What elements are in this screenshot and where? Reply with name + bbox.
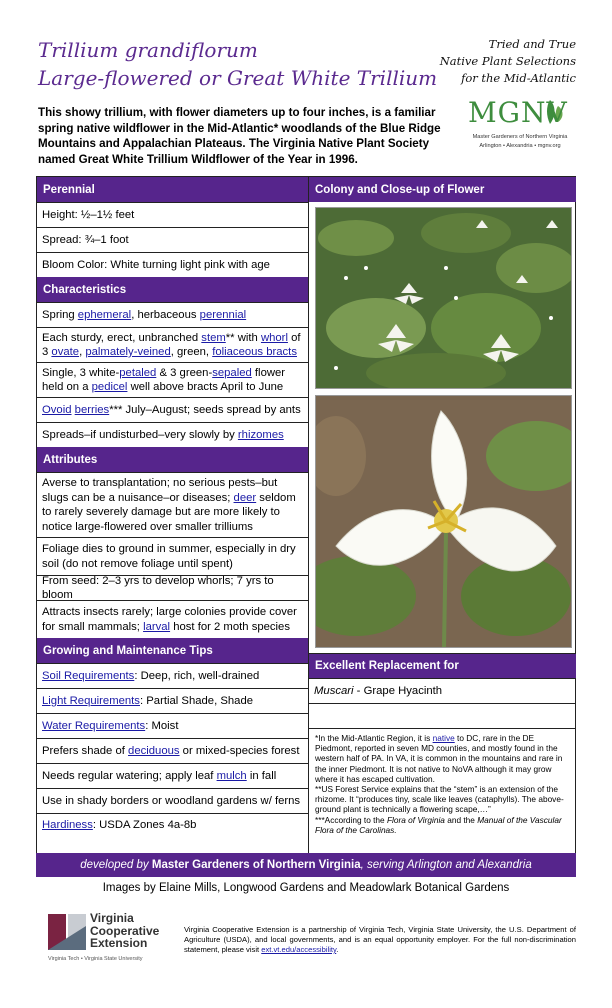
list-item: Attracts insects rarely; large colonies provide cover for small mammals; larval host for 2 moth species	[37, 600, 308, 638]
ovate-link[interactable]: ovate	[51, 346, 80, 358]
replacement-genus: Muscari	[314, 684, 354, 697]
pedicel-link[interactable]: pedicel	[91, 381, 128, 393]
intro-paragraph: This showy trillium, with flower diameters up to four inches, is a familiar spring native wildflower in the Mid-Atlantic* woodlands of the Blue Ridge Mountains and Appalachian Plateaus. The Virginia Native Plant Society named Great White Trillium Wildflower of the Year in 1996.	[38, 106, 441, 166]
berries-link[interactable]: berries	[74, 403, 110, 416]
perennial-link[interactable]: perennial	[199, 308, 247, 321]
accessibility-link[interactable]: ext.vt.edu/accessibility	[261, 945, 337, 954]
footnote-3: ***According to the Flora of Virginia and the Manual of the Vascular Flora of the Carolinas.	[315, 814, 562, 835]
spread-row: Spread: ¾–1 foot	[37, 227, 308, 252]
trillium-colony-drawing	[316, 208, 571, 388]
list-item: Each sturdy, erect, unbranched stem** with whorl of 3 ovate, palmately-veined, green, foliaceous bracts	[37, 327, 308, 362]
whorl-link[interactable]: whorl	[260, 331, 288, 344]
characteristics-header: Characteristics	[37, 277, 308, 302]
list-item: Foliage dies to ground in summer, especially in dry soil (do not remove foliage until spent)	[37, 537, 308, 575]
common-name: Large-flowered or Great White Trillium	[38, 66, 438, 90]
mgnv-logo-line2: Arlington • Alexandria • mgnv.org	[479, 143, 561, 149]
trillium-colony-photo	[315, 207, 572, 389]
footnote-2: **US Forest Service explains that the “stem” is an extension of the rhizome. It “produces tiny, scale like leaves (cataphylls). The above-ground plant is technically a flowering scape,…”	[315, 784, 564, 815]
tagline-line-2: Native Plant Selections	[439, 54, 576, 68]
replacement-row: Muscari - Grape Hyacinth	[309, 678, 576, 703]
mulch-link[interactable]: mulch	[216, 769, 247, 782]
growing-header: Growing and Maintenance Tips	[37, 638, 308, 663]
list-item: Single, 3 white-petaled & 3 green-sepaled flower held on a pedicel well above bracts April to June	[37, 362, 308, 397]
image-credits: Images by Elaine Mills, Longwood Gardens and Meadowlark Botanical Gardens	[102, 882, 510, 894]
trillium-closeup-photo	[315, 395, 572, 648]
list-item: Spring ephemeral, herbaceous perennial	[37, 302, 308, 327]
mgnv-logo	[464, 96, 576, 156]
vce-word-3: Extension	[90, 936, 148, 950]
vce-word-1: Virginia	[90, 911, 134, 925]
scientific-name: Trillium grandiflorum	[38, 38, 258, 62]
photos-header: Colony and Close-up of Flower	[309, 177, 576, 202]
list-item: Hardiness: USDA Zones 4a-8b	[37, 813, 308, 837]
sepaled-link[interactable]: sepaled	[212, 366, 252, 379]
vce-statement: Virginia Cooperative Extension is a partnership of Virginia Tech, Virginia State University, the U.S. Department of Agriculture (USDA), and local governments, and is an equal opportunity employer. For the full non-discrimination statement, please visit ext.vt.edu/accessibility.	[184, 925, 576, 954]
vce-subtitle: Virginia Tech • Virginia State University	[48, 956, 143, 962]
list-item: Use in shady borders or woodland gardens w/ ferns	[37, 788, 308, 813]
perennial-header: Perennial	[37, 177, 308, 202]
fact-sheet-table	[36, 176, 576, 876]
footnotes	[309, 728, 576, 854]
water-requirements-link[interactable]: Water Requirements	[42, 719, 146, 732]
larval-link[interactable]: larval	[143, 620, 171, 633]
ovoid-link[interactable]: Ovoid	[42, 403, 72, 416]
tagline-line-3: for the Mid-Atlantic	[461, 71, 576, 85]
soil-requirements-link[interactable]: Soil Requirements	[42, 669, 135, 682]
bloom-color-row: Bloom Color: White turning light pink with age	[37, 252, 308, 277]
attributes-header: Attributes	[37, 447, 308, 472]
list-item: Spreads–if undisturbed–very slowly by rhizomes	[37, 422, 308, 447]
list-item: From seed: 2–3 yrs to develop whorls; 7 yrs to bloom	[37, 575, 308, 600]
palmately-veined-link[interactable]: palmately-veined	[85, 346, 171, 358]
mgnv-logo-text: MGNV	[468, 96, 568, 129]
right-column	[308, 177, 576, 875]
tagline-line-1: Tried and True	[488, 37, 576, 51]
list-item: Averse to transplantation; no serious pests–but slugs can be a nuisance–or diseases; deer seldom to rarely severely damage but are more likely to notice large-flowered over smaller trilliums	[37, 472, 308, 537]
ephemeral-link[interactable]: ephemeral	[77, 308, 132, 321]
rhizomes-link[interactable]: rhizomes	[237, 428, 284, 441]
replacement-header: Excellent Replacement for	[309, 653, 576, 678]
trillium-closeup-drawing	[316, 396, 571, 647]
vce-logo	[48, 912, 172, 968]
list-item: Prefers shade of deciduous or mixed-species forest	[37, 738, 308, 763]
tagline	[406, 36, 576, 87]
list-item: Soil Requirements: Deep, rich, well-drained	[37, 663, 308, 688]
vce-mark-icon	[48, 914, 88, 954]
list-item: Light Requirements: Partial Shade, Shade	[37, 688, 308, 713]
foliaceous-bracts-link[interactable]: foliaceous bracts	[212, 346, 297, 358]
stem-link[interactable]: stem	[201, 331, 226, 344]
footnote-1: *In the Mid-Atlantic Region, it is native to DC, rare in the DE Piedmont, reported in seven MD counties, and mostly found in the western half of PA. In VA, it is common in the mountains and rare in the inner Piedmont. It is not native to NoVA although it may grow where it has escaped cultivation.	[315, 733, 563, 784]
height-row: Height: ½–1½ feet	[37, 202, 308, 227]
empty-row	[309, 703, 576, 728]
hardiness-link[interactable]: Hardiness	[42, 819, 93, 832]
mgnv-logo-line1: Master Gardeners of Northern Virginia	[472, 134, 568, 140]
list-item: Ovoid berries*** July–August; seeds spread by ants	[37, 397, 308, 422]
vce-word-2: Cooperative	[90, 923, 160, 938]
light-requirements-link[interactable]: Light Requirements	[42, 694, 140, 707]
page-title	[38, 36, 438, 92]
developed-by-band: developed by Master Gardeners of Northern Virginia , serving Arlington and Alexandria	[36, 853, 576, 877]
petaled-link[interactable]: petaled	[119, 366, 157, 379]
list-item: Water Requirements: Moist	[37, 713, 308, 738]
left-column	[37, 177, 308, 837]
deciduous-link[interactable]: deciduous	[128, 744, 180, 757]
native-link[interactable]: native	[432, 733, 455, 743]
list-item: Needs regular watering; apply leaf mulch in fall	[37, 763, 308, 788]
deer-link[interactable]: deer	[233, 491, 257, 504]
